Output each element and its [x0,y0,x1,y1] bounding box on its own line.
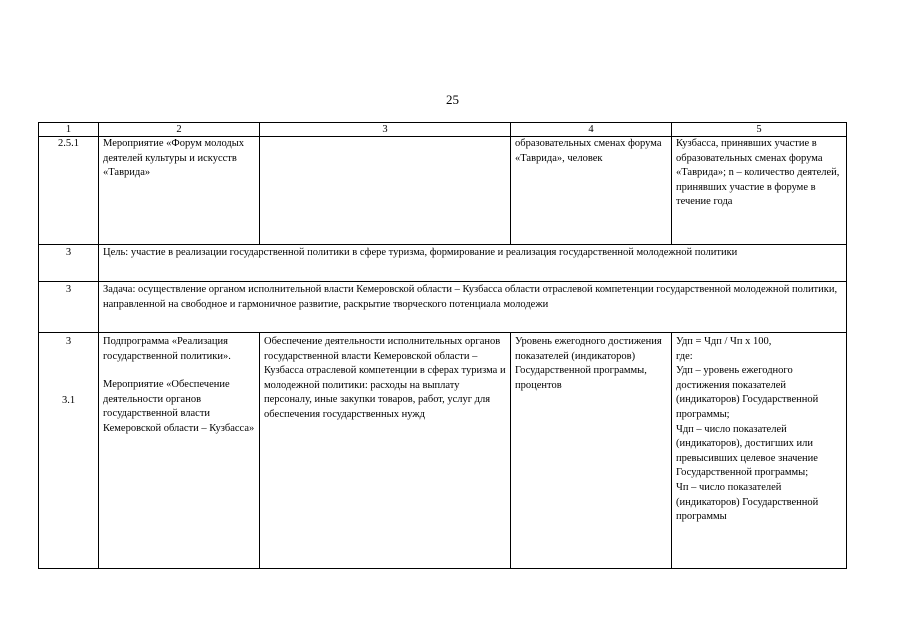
measure-name-cell [99,333,260,569]
formula-line: Чп – число показателей (индикаторов) Государственной программы [676,481,819,523]
page-number: 25 [446,92,459,107]
subprogram-name: Подпрограмма «Реализация государственной политики». [103,336,231,362]
table-row [39,137,847,245]
task-text: Задача: осуществление органом исполнительной власти Кемеровской области – Кузбасса области отраслевой компетенции государственной молодежной политики, направленной на свободное и гармоничное развитие, раскрытие творческого потенциала молодежи [99,282,847,333]
row-number: 3.1 [61,394,76,406]
measure-name: Мероприятие «Обеспечение деятельности органов государственной власти Кемеровской области – Кузбасса» [103,379,255,434]
table-row [39,245,847,282]
row-number: 2.5.1 [39,137,99,245]
row-number: 3 [39,282,99,333]
header-col-3: 3 [260,123,511,137]
table-row [39,282,847,333]
formula-line: где: [676,350,693,362]
indicator-formula: Кузбасса, принявших участие в образовательных сменах форума «Таврида»; n – количество деятелей, принявших участие в форуме в течение года [672,137,847,245]
indicators-table [38,122,847,569]
header-col-1: 1 [39,123,99,137]
header-col-5: 5 [672,123,847,137]
table-row [39,333,847,569]
row-number: 3 [39,245,99,282]
table-header-row [39,123,847,137]
measure-name: Мероприятие «Форум молодых деятелей культуры и искусств «Таврида» [99,137,260,245]
formula-line: Удп – уровень ежегодного достижения показателей (индикаторов) Государственной программы; [676,365,819,420]
goal-text: Цель: участие в реализации государственной политики в сфере туризма, формирование и реализация государственной молодежной политики [99,245,847,282]
row-number-cell [39,333,99,569]
header-col-2: 2 [99,123,260,137]
indicator-name: образовательных сменах форума «Таврида», человек [511,137,672,245]
row-number: 3 [65,336,72,347]
indicator-name: Уровень ежегодного достижения показателей (индикаторов) Государственной программы, процентов [511,333,672,569]
formula-line: Чдп – число показателей (индикаторов), достигших или превысивших целевое значение Государственной программы; [676,423,818,479]
measure-description [260,137,511,245]
header-col-4: 4 [511,123,672,137]
measure-description: Обеспечение деятельности исполнительных органов государственной власти Кемеровской области – Кузбасса отраслевой компетенции в сферах туризма и молодежной политики: расходы на выплату персоналу, иные закупки товаров, работ, услуг для обеспечения государственных нужд [260,333,511,569]
indicator-formula [672,333,847,569]
formula-line: Удп = Чдп / Чп x 100, [676,336,772,347]
